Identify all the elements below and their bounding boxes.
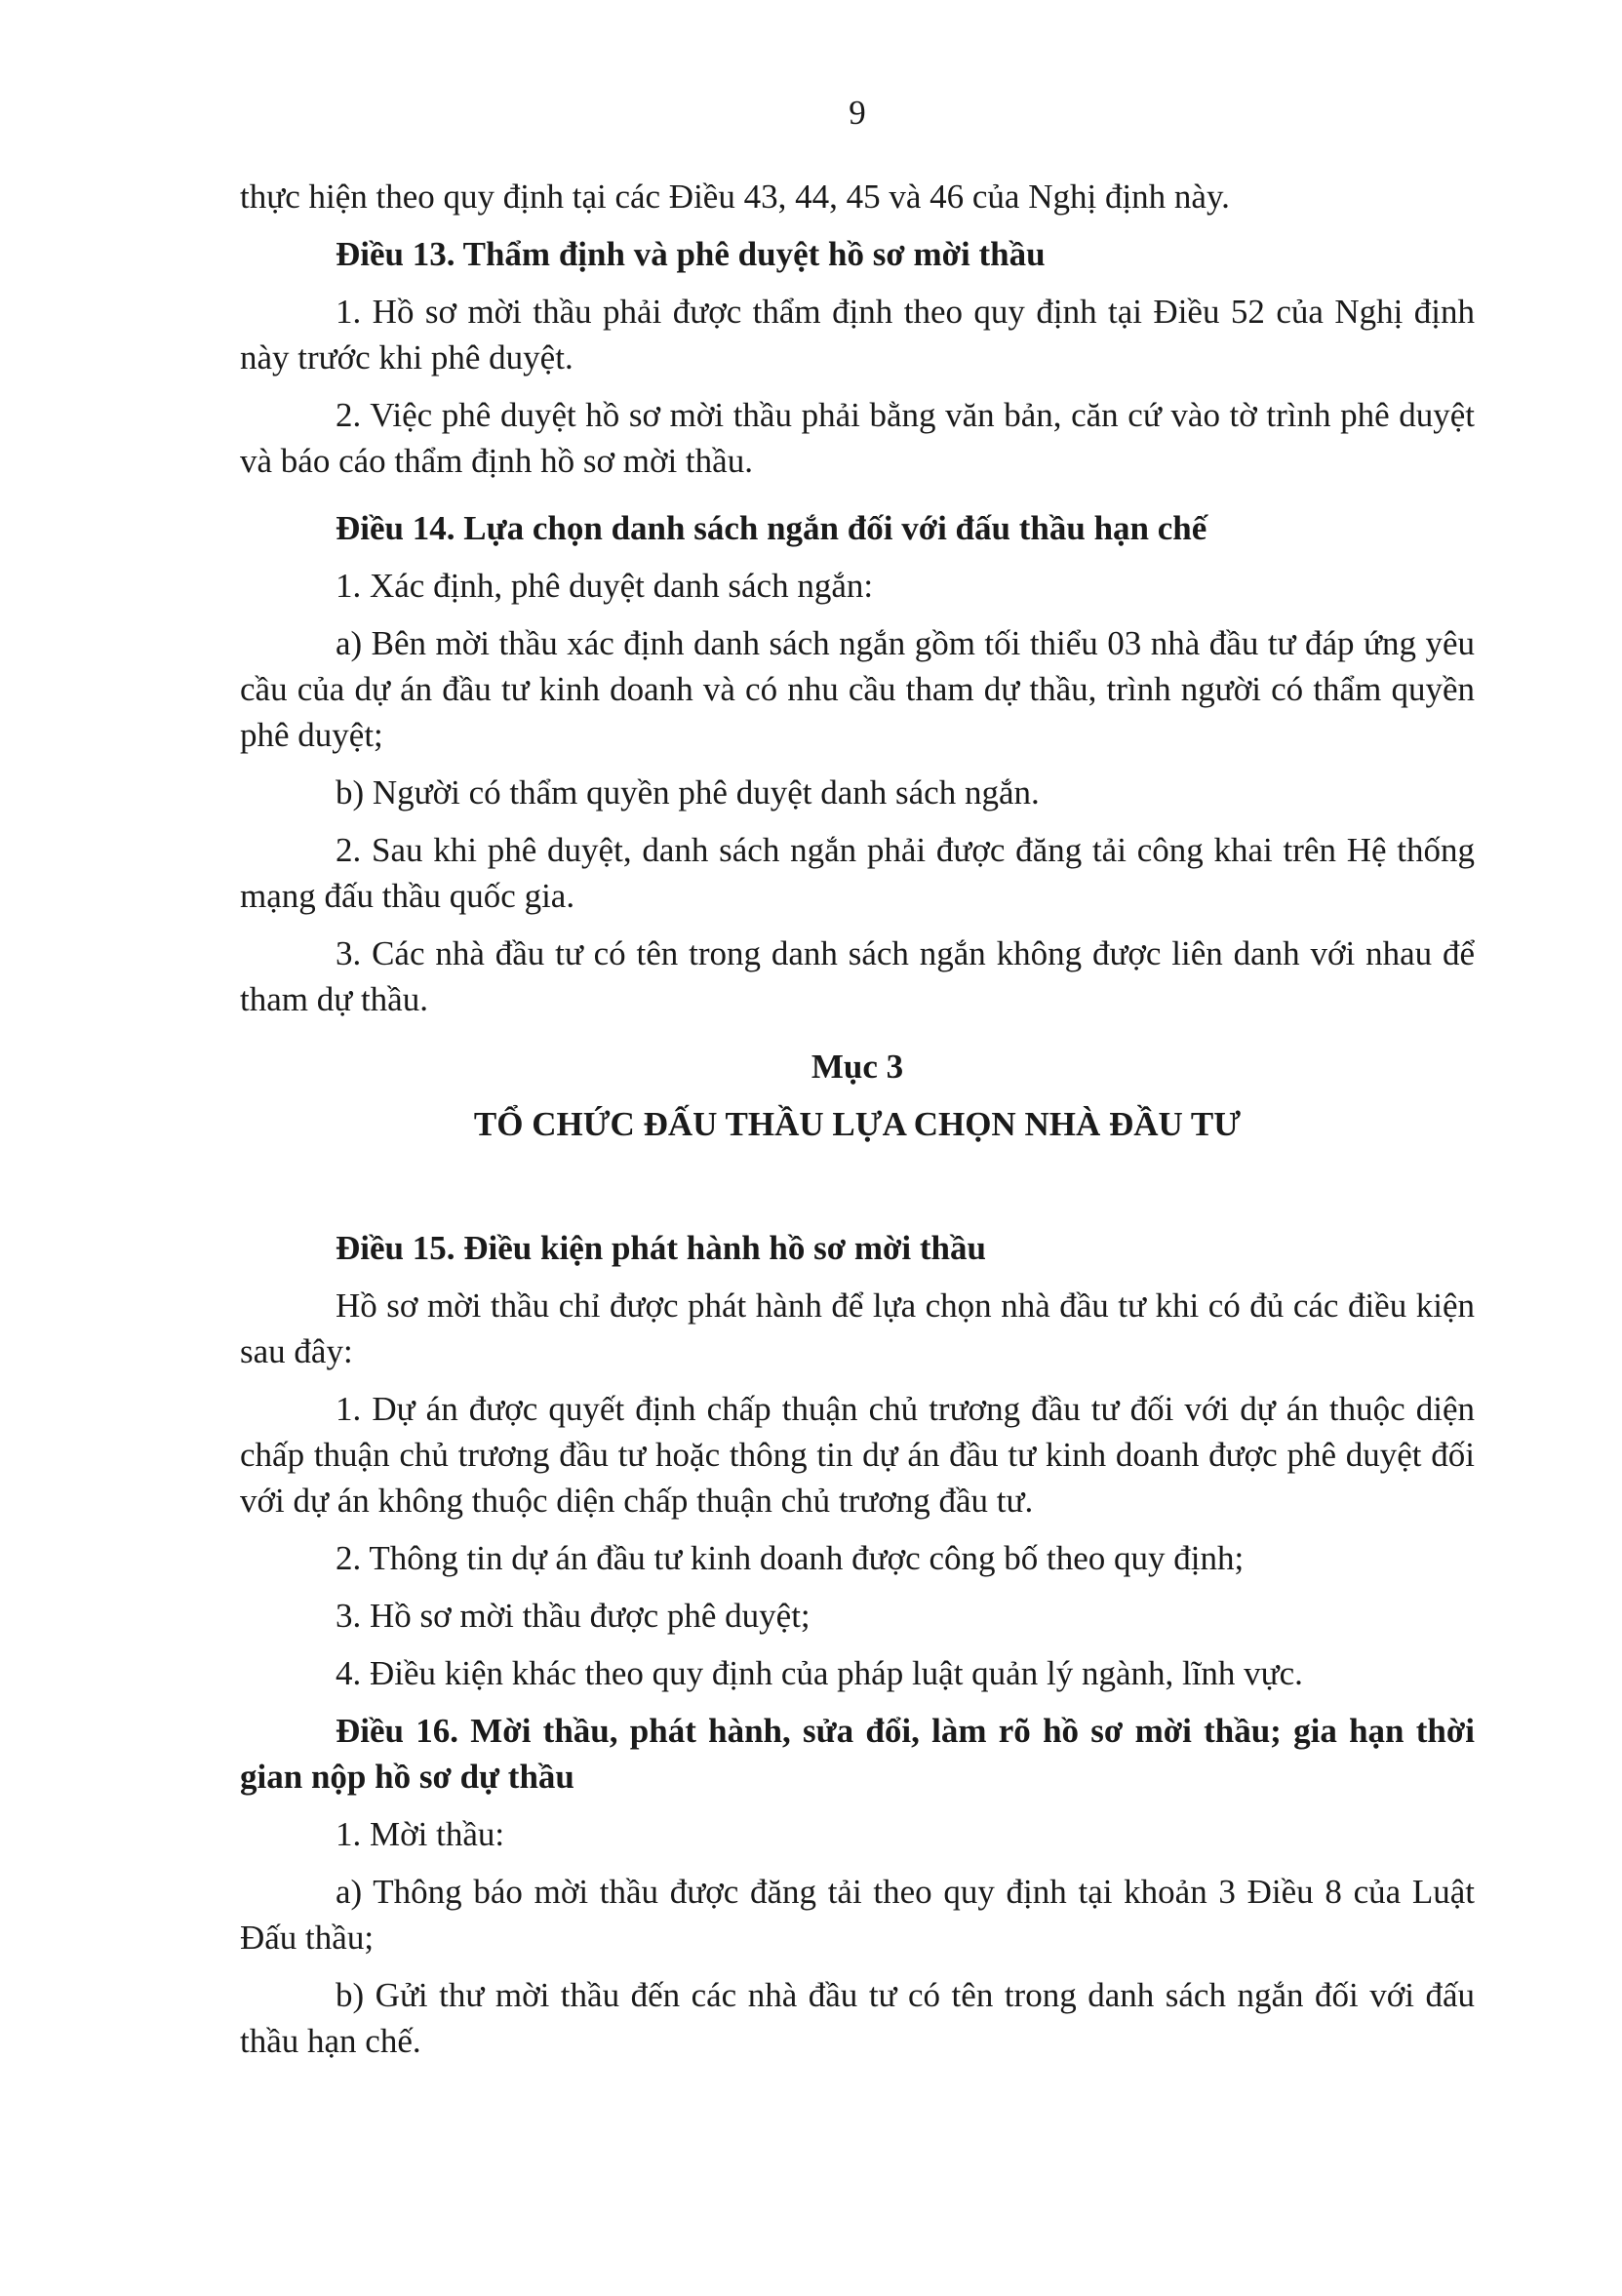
- article-13-heading: Điều 13. Thẩm định và phê duyệt hồ sơ mời thầu: [336, 235, 1046, 273]
- paragraph: 1. Dự án được quyết định chấp thuận chủ trương đầu tư đối với dự án thuộc diện chấp thuận chủ trương đầu tư hoặc thông tin dự án đầu tư kinh doanh được phê duyệt đối với dự án không thuộc diện chấp thuận chủ trương đầu tư.: [240, 1390, 1475, 1520]
- section-label: Mục 3: [811, 1048, 904, 1086]
- paragraph: 1. Xác định, phê duyệt danh sách ngắn:: [336, 567, 874, 605]
- paragraph: 2. Sau khi phê duyệt, danh sách ngắn phải được đăng tải công khai trên Hệ thống mạng đấu thầu quốc gia.: [240, 831, 1475, 915]
- paragraph: thực hiện theo quy định tại các Điều 43, 44, 45 và 46 của Nghị định này.: [240, 178, 1230, 216]
- article-16-heading: Điều 16. Mời thầu, phát hành, sửa đổi, làm rõ hồ sơ mời thầu; gia hạn thời gian nộp hồ sơ dự thầu: [240, 1712, 1475, 1796]
- article-15-heading: Điều 15. Điều kiện phát hành hồ sơ mời thầu: [336, 1229, 986, 1267]
- paragraph: 1. Hồ sơ mời thầu phải được thẩm định theo quy định tại Điều 52 của Nghị định này trước khi phê duyệt.: [240, 293, 1475, 376]
- paragraph: 3. Hồ sơ mời thầu được phê duyệt;: [336, 1597, 811, 1635]
- paragraph: 1. Mời thầu:: [336, 1815, 505, 1853]
- paragraph: b) Người có thẩm quyền phê duyệt danh sách ngắn.: [336, 773, 1040, 812]
- document-body: [240, 174, 1475, 2076]
- paragraph: 2. Thông tin dự án đầu tư kinh doanh được công bố theo quy định;: [336, 1539, 1245, 1577]
- paragraph: 4. Điều kiện khác theo quy định của pháp luật quản lý ngành, lĩnh vực.: [336, 1654, 1303, 1692]
- paragraph: b) Gửi thư mời thầu đến các nhà đầu tư có tên trong danh sách ngắn đối với đấu thầu hạn chế.: [240, 1976, 1475, 2060]
- page-number: 9: [849, 94, 866, 132]
- paragraph: a) Thông báo mời thầu được đăng tải theo quy định tại khoản 3 Điều 8 của Luật Đấu thầu;: [240, 1873, 1475, 1957]
- article-14-heading: Điều 14. Lựa chọn danh sách ngắn đối với đấu thầu hạn chế: [336, 509, 1207, 547]
- paragraph: 3. Các nhà đầu tư có tên trong danh sách ngắn không được liên danh với nhau để tham dự thầu.: [240, 934, 1475, 1018]
- section-title: TỔ CHỨC ĐẤU THẦU LỰA CHỌN NHÀ ĐẦU TƯ: [473, 1105, 1242, 1143]
- document-page: [240, 0, 1475, 2296]
- paragraph: Hồ sơ mời thầu chỉ được phát hành để lựa chọn nhà đầu tư khi có đủ các điều kiện sau đây:: [240, 1287, 1475, 1370]
- paragraph: a) Bên mời thầu xác định danh sách ngắn gồm tối thiểu 03 nhà đầu tư đáp ứng yêu cầu của dự án đầu tư kinh doanh và có nhu cầu tham dự thầu, trình người có thẩm quyền phê duyệt;: [240, 624, 1475, 754]
- paragraph: 2. Việc phê duyệt hồ sơ mời thầu phải bằng văn bản, căn cứ vào tờ trình phê duyệt và báo cáo thẩm định hồ sơ mời thầu.: [240, 396, 1475, 480]
